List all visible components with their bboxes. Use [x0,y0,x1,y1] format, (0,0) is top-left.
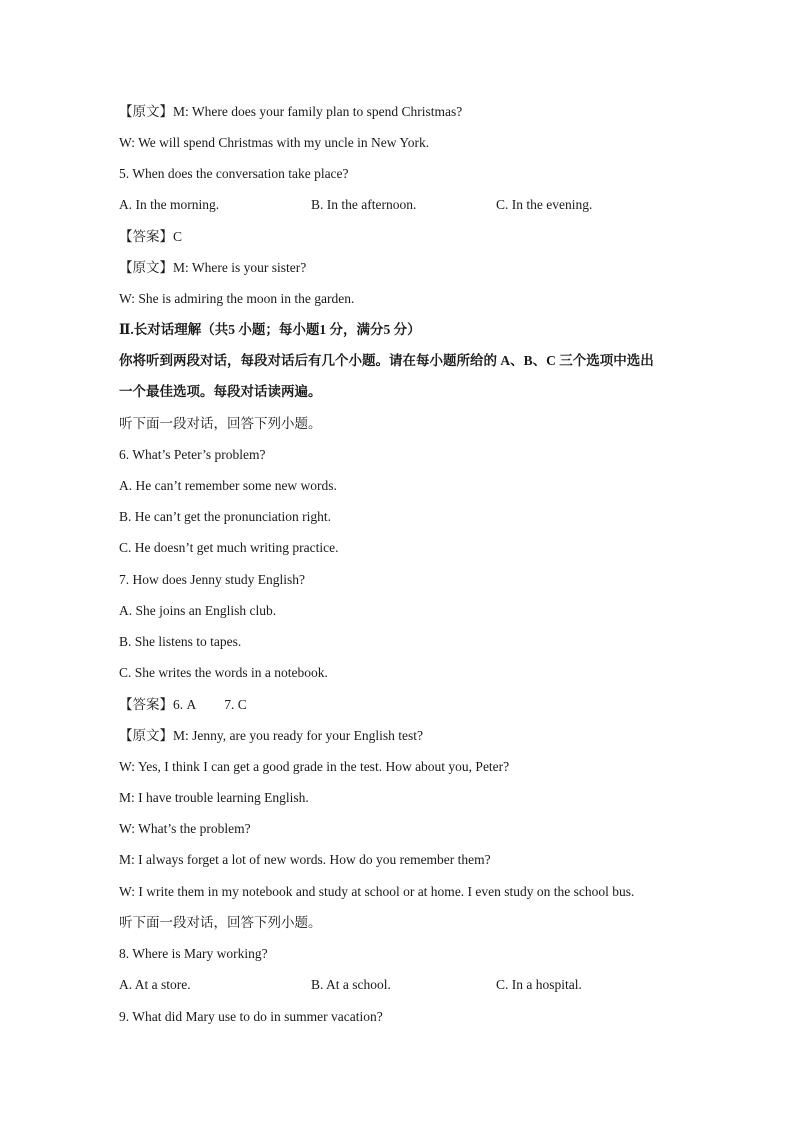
q8-option-c: C. In a hospital. [496,977,582,992]
section-instructions: 你将听到两段对话，每段对话后有几个小题。请在每小题所给的 A、B、C 三个选项中选出 [119,353,654,368]
answer-line [119,696,247,714]
section-heading: Ⅱ.长对话理解（共5 小题；每小题1 分，满分5 分） [119,322,421,337]
listening-prompt: 听下面一段对话，回答下列小题。 [119,416,322,431]
transcript-line: W: She is admiring the moon in the garden. [119,291,355,306]
q6-option-a: A. He can’t remember some new words. [119,478,337,493]
q8-option-a: A. At a store. [119,977,191,992]
question-8: 8. Where is Mary working? [119,946,268,961]
question-5: 5. When does the conversation take place? [119,166,349,181]
transcript-line: M: I have trouble learning English. [119,790,309,805]
answer-6: 【答案】6. A [119,697,197,712]
transcript-line: M: I always forget a lot of new words. How do you remember them? [119,852,491,867]
transcript-line: W: What’s the problem? [119,821,251,836]
q6-option-c: C. He doesn’t get much writing practice. [119,540,339,555]
q8-option-b: B. At a school. [311,977,391,992]
section-instructions: 一个最佳选项。每段对话读两遍。 [119,384,322,399]
q7-option-c: C. She writes the words in a notebook. [119,665,328,680]
transcript-line: 【原文】M: Jenny, are you ready for your English test? [119,728,423,743]
answer-line: 【答案】C [119,229,183,244]
answer-7: 7. C [224,697,247,712]
question-7: 7. How does Jenny study English? [119,572,305,587]
q6-option-b: B. He can’t get the pronunciation right. [119,509,331,524]
transcript-line: 【原文】M: Where is your sister? [119,260,307,275]
listening-prompt: 听下面一段对话，回答下列小题。 [119,915,322,930]
transcript-line: W: I write them in my notebook and study at school or at home. I even study on the school bus. [119,884,635,899]
question-6: 6. What’s Peter’s problem? [119,447,266,462]
q7-option-a: A. She joins an English club. [119,603,277,618]
transcript-line: W: We will spend Christmas with my uncle in New York. [119,135,430,150]
transcript-line: 【原文】M: Where does your family plan to spend Christmas? [119,104,463,119]
q5-option-c: C. In the evening. [496,197,593,212]
q5-option-b: B. In the afternoon. [311,197,417,212]
q5-option-a: A. In the morning. [119,197,220,212]
q7-option-b: B. She listens to tapes. [119,634,242,649]
transcript-line: W: Yes, I think I can get a good grade in the test. How about you, Peter? [119,759,510,774]
question-9: 9. What did Mary use to do in summer vacation? [119,1009,383,1024]
